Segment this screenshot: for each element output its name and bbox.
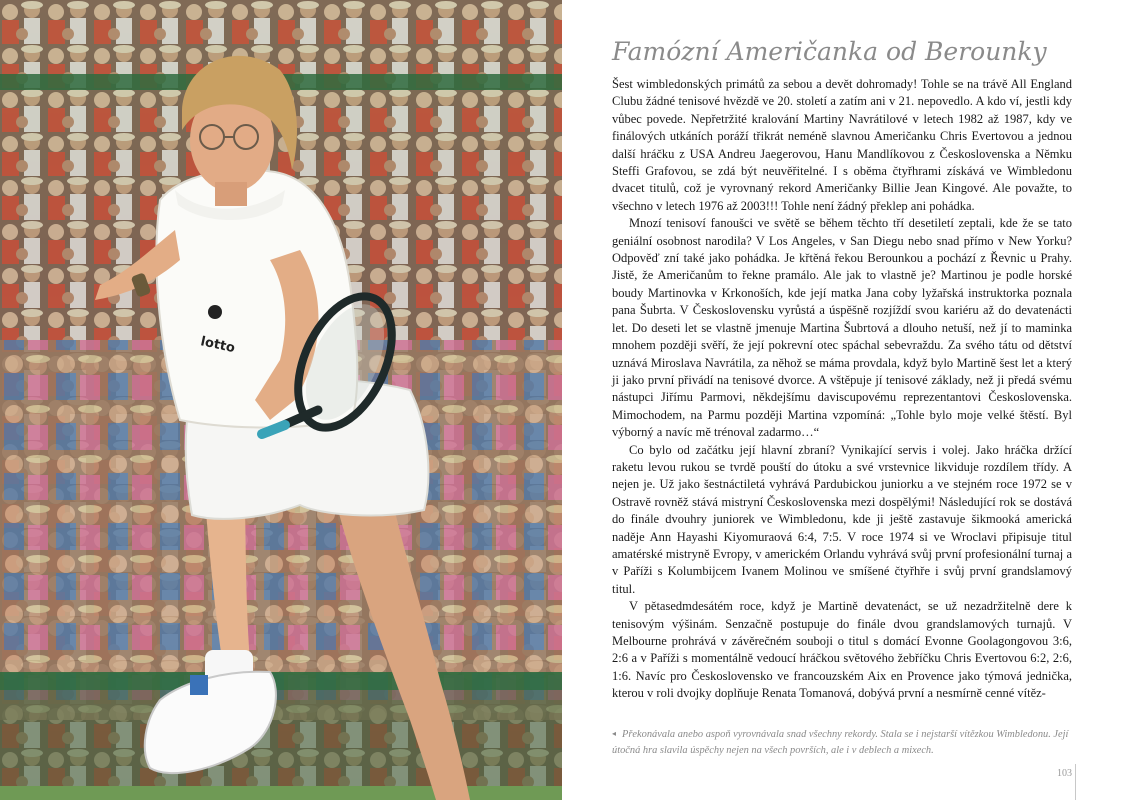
caption-arrow-icon: ◂ xyxy=(612,729,617,738)
paragraph: Co bylo od začátku její hlavní zbraní? Vynikající servis i volej. Jako hráčka držící raketu levou rukou se tvrdě pouští do útoku a své vrstevnice likviduje rozdílem třídy. A nejen je. Už jako šestnáctiletá vyhrává Pardubickou juniorku a ve stejném roce 1972 se v Ostravě rovněž stává mistryní Československa mezi dospělými! Následující rok se dostává do finále dvouhry juniorek ve Wimbledonu, kde ji ještě zastavuje šikmooká americká naděje Ann Hayashi Kiyomuraová 6:4, 7:5. V roce 1974 si ve Wroclavi připisuje titul amatérské mistryně Evropy, v americkém Orlandu vyhrává svůj první profesionální turnaj a v Paříži s Kolumbijcem Ivanem Molinou ve smíšené čtyřhře i svůj první grandslamový titul. xyxy=(612,442,1072,596)
text-page xyxy=(562,0,1124,800)
article-body xyxy=(612,76,1072,703)
photo-caption xyxy=(612,726,1074,759)
page-title: Famózní Američanka od Berounky xyxy=(612,37,1047,66)
caption-text: Překonávala anebo aspoň vyrovnávala snad všechny rekordy. Stala se i nejstarší vítězkou Wimbledonu. Její útočná hra slavila úspěchy nejen na všech površích, ale i v deblech a mixech. xyxy=(612,729,1069,756)
page-number: 103 xyxy=(1057,768,1072,779)
folio-rule xyxy=(1075,764,1076,800)
paragraph: Šest wimbledonských primátů za sebou a devět dohromady! Tohle se na trávě All England Clubu žádné tenisové hvězdě ve 20. století a zatím ani v 21. nepovedlo. A kdo ví, jestli kdy vůbec povede. Nepřetržité kralování Martiny Navrátilové v letech 1982 až 1987, kdy ve finálových utkáních poráží třikrát neméně slavnou Američanku Chris Evertovou a jednou další hráčku z USA Andreu Jaegerovou, Hanu Mandlíkovou z Československa a Němku Steffi Grafovou, se zdá být neuvěřitelné. I s oběma čtyřhrami získává ve Wimbledonu dvacet titulů, což je vyrovnaný rekord Američanky Billie Jean Kingové. Ale považte, to všechno v letech 1976 až 2003!!! Tohle není žádný překlep ani pohádka. xyxy=(612,77,1072,213)
paragraph: V pětasedmdesátém roce, když je Martině devatenáct, se už nezadržitelně dere k tenisovým výšinám. Senzačně postupuje do finále dvou grandslamových turnajů. V Melbourne prohrává v závěrečném souboji o titul s domácí Evonne Goolagongovou 3:6, 2:6 a v Paříži s momentálně vedoucí hráčkou světového žebříčku Chris Evertovou 6:2, 2:6, 1:6. Navíc pro Československo ve francouzském Aix en Provence jako týmová jednička, kterou v roli dvojky doplňuje Renata Tomanová, dobývá první a nesmírně cenné vítěz- xyxy=(612,599,1072,701)
paragraph: Mnozí tenisoví fanoušci ve světě se během těchto tří desetiletí zeptali, kde že se tato geniální osobnost narodila? V Los Angeles, v San Diegu nebo snad přímo v New Yorku? Odpověď zní také jako pohádka. Je křtěná řekou Berounkou a pochází z Řevnic u Prahy. Jistě, že Američanům to řekne pramálo. Ale jak to vlastně je? Martinou je podle horské boudy Martinovka v Krkonoších, kde její matka Jana coby lyžařská instruktorka poznala pana Šubrta. V Československu vyrůstá a úspěšně rozjíždí svou kariéru až do devatenácti let. Do deseti let se vlastně jmenuje Martina Šubrtová a dlouho netuší, než jí to maminka mnohem později svěří, že její pokrevní otec spáchal sebevraždu. Za svého tátu od dětství uznává Miroslava Navrátila, za něhož se máma provdala, když bylo Martině šest let a který ji jako první přivádí na tenisové dvorce. A vštěpuje jí tenisové základy, než ji předá svému nástupci Jiřímu Parmovi, někdejšímu daviscupovému reprezentantovi Československa. Mimochodem, na Parmu později Martina vzpomíná: „Tohle bylo moje velké štěstí. Byl výborný a navíc mě trénoval zadarmo…“ xyxy=(612,216,1072,440)
shirt-brand-label: lotto xyxy=(199,334,237,357)
